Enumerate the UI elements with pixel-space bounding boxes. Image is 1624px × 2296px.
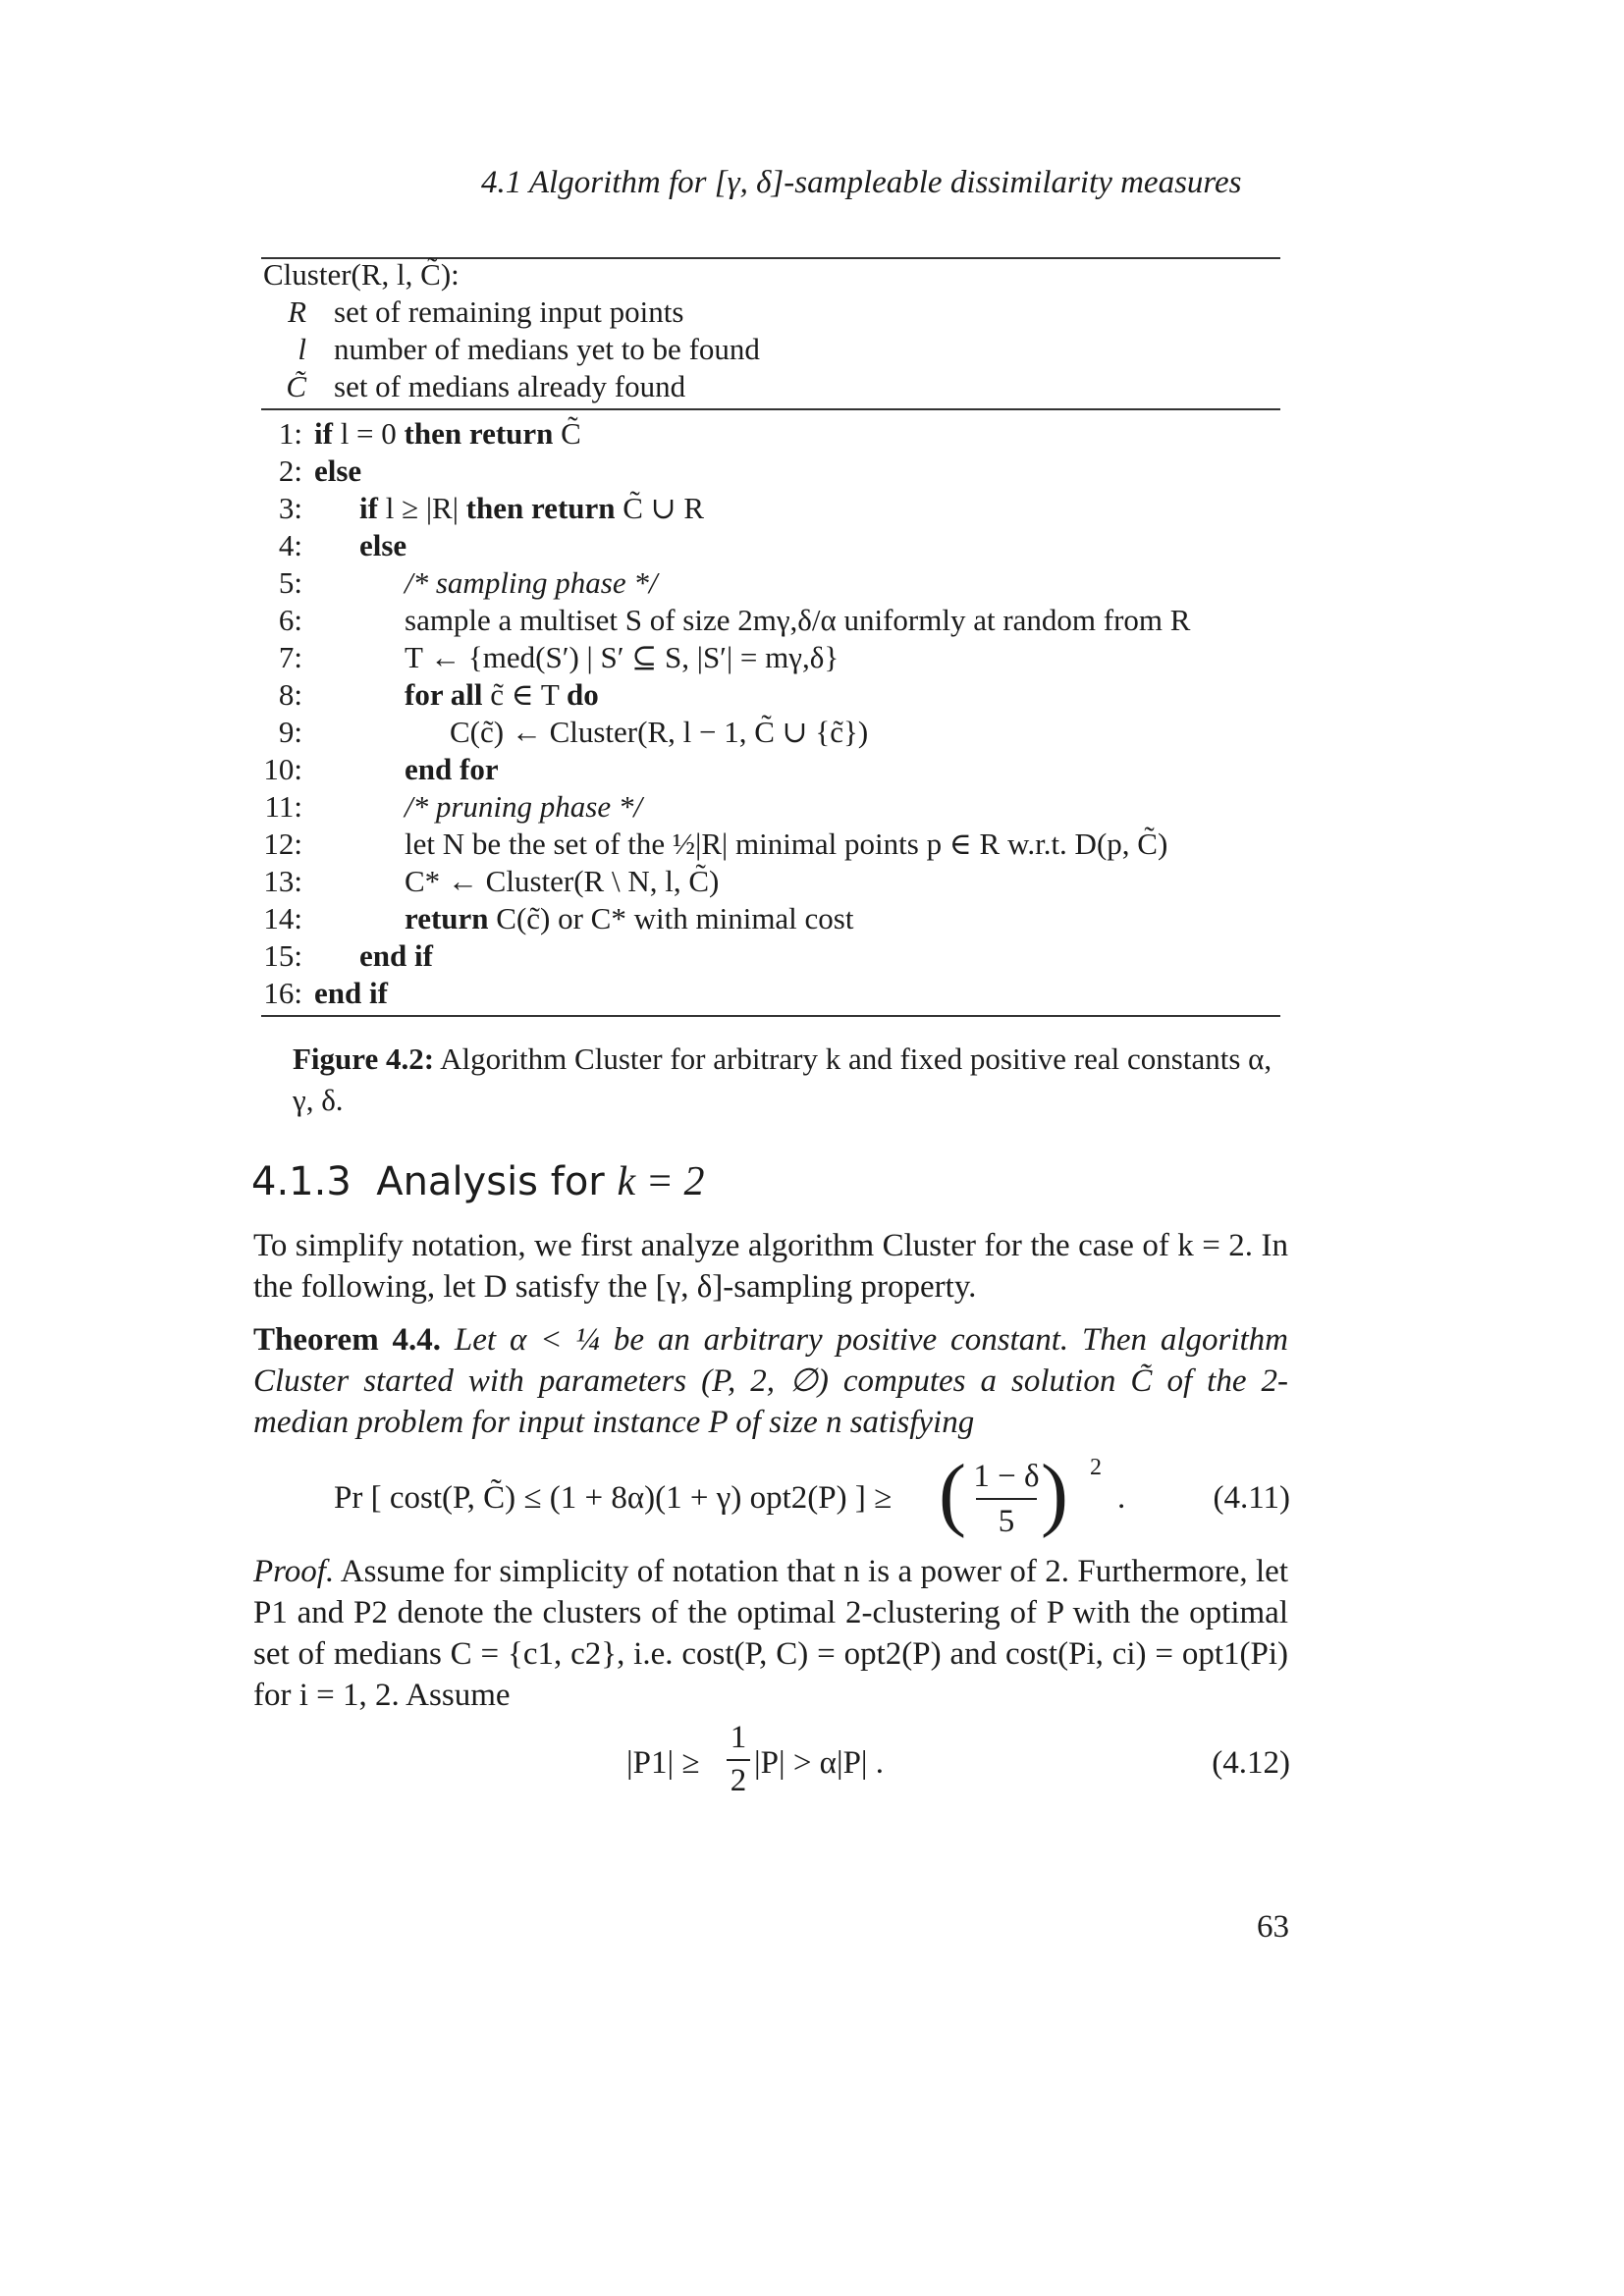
line-code: let N be the set of the ½|R| minimal points p ∈ R w.r.t. D(p, C̃) bbox=[405, 827, 1168, 861]
param-description: number of medians yet to be found bbox=[334, 332, 760, 366]
figure-label: Figure 4.2: bbox=[293, 1041, 435, 1076]
line-code: end for bbox=[405, 752, 499, 786]
line-number: 13: bbox=[263, 864, 302, 898]
paren-left: ( bbox=[939, 1448, 966, 1539]
param-description: set of remaining input points bbox=[334, 294, 684, 329]
line-code: else bbox=[359, 528, 407, 562]
line-code: T ← {med(S′) | S′ ⊆ S, |S′| = mγ,δ} bbox=[405, 640, 839, 674]
figure-caption bbox=[293, 1039, 1274, 1121]
section-heading bbox=[251, 1158, 704, 1205]
section-number: 4.1.3 bbox=[251, 1159, 352, 1204]
equation-rhs: |P| > α|P| . bbox=[754, 1745, 885, 1781]
equation-fraction bbox=[939, 1448, 1072, 1541]
param-symbol: C̃ bbox=[286, 369, 306, 403]
line-number: 16: bbox=[263, 976, 302, 1010]
equation-4-12 bbox=[626, 1745, 699, 1782]
theorem-label: Theorem 4.4. bbox=[253, 1322, 442, 1358]
figure-caption-text: Algorithm Cluster for arbitrary k and fixed positive real constants α, γ, δ. bbox=[293, 1041, 1272, 1117]
equation-exponent: 2 bbox=[1090, 1455, 1102, 1480]
proof-label: Proof. bbox=[253, 1554, 335, 1589]
line-code: sample a multiset S of size 2mγ,δ/α uniformly at random from R bbox=[405, 603, 1191, 637]
line-code: return C(c̃) or C* with minimal cost bbox=[405, 901, 854, 935]
fraction-numerator: 1 bbox=[730, 1720, 747, 1755]
line-number: 3: bbox=[278, 491, 302, 525]
algorithm-bottom-rule bbox=[261, 1015, 1280, 1017]
param-symbol: R bbox=[288, 294, 306, 329]
equation-fraction bbox=[725, 1720, 752, 1808]
param-symbol: l bbox=[298, 332, 306, 366]
line-number: 4: bbox=[278, 528, 302, 562]
algorithm-signature: Cluster(R, l, C̃): bbox=[263, 257, 460, 292]
line-number: 14: bbox=[263, 901, 302, 935]
section-title: Analysis for bbox=[376, 1159, 605, 1204]
line-comment: /* sampling phase */ bbox=[405, 565, 658, 600]
intro-paragraph: To simplify notation, we first analyze algorithm Cluster for the case of k = 2. In the following, let D satisfy the [γ, δ]-sampling property. bbox=[253, 1228, 1288, 1305]
fraction-denominator: 5 bbox=[998, 1504, 1015, 1539]
line-number: 8: bbox=[278, 677, 302, 712]
line-number: 15: bbox=[263, 938, 302, 973]
line-code: if l = 0 then return C̃ bbox=[314, 416, 581, 451]
line-code: end if bbox=[359, 938, 433, 973]
algorithm-mid-rule bbox=[261, 408, 1280, 410]
line-code: C(c̃) ← Cluster(R, l − 1, C̃ ∪ {c̃}) bbox=[450, 715, 869, 749]
line-number: 10: bbox=[263, 752, 302, 786]
equation-number: (4.11) bbox=[1213, 1480, 1290, 1516]
paren-right: ) bbox=[1041, 1448, 1068, 1539]
theorem bbox=[253, 1319, 1288, 1443]
line-number: 2: bbox=[278, 454, 302, 488]
equation-number: (4.12) bbox=[1212, 1745, 1290, 1781]
param-description: set of medians already found bbox=[334, 369, 686, 403]
line-number: 5: bbox=[278, 565, 302, 600]
equation-lhs: |P1| ≥ bbox=[626, 1745, 700, 1781]
line-code: C* ← Cluster(R \ N, l, C̃) bbox=[405, 864, 720, 898]
equation-tail: . bbox=[1117, 1480, 1126, 1516]
line-number: 1: bbox=[278, 416, 302, 451]
theorem-text: Let α < ¼ be an arbitrary positive constant. Then algorithm Cluster started with parameters (P, 2, ∅) computes a solution C̃ of the 2-median problem for input instance P of size n satisfying bbox=[253, 1322, 1289, 1440]
section-math: k = 2 bbox=[617, 1159, 705, 1204]
equation-4-11 bbox=[334, 1480, 892, 1517]
line-number: 6: bbox=[278, 603, 302, 637]
equation-lhs: Pr [ cost(P, C̃) ≤ (1 + 8α)(1 + γ) opt2(P) ] ≥ bbox=[334, 1480, 893, 1516]
fraction-bar bbox=[727, 1759, 750, 1761]
line-number: 7: bbox=[278, 640, 302, 674]
line-number: 9: bbox=[278, 715, 302, 749]
line-comment: /* pruning phase */ bbox=[405, 789, 642, 824]
running-head: 4.1 Algorithm for [γ, δ]-sampleable dissimilarity measures bbox=[481, 165, 1242, 200]
line-code: else bbox=[314, 454, 362, 488]
line-number: 12: bbox=[263, 827, 302, 861]
line-code: if l ≥ |R| then return C̃ ∪ R bbox=[359, 491, 705, 525]
fraction-denominator: 2 bbox=[730, 1763, 747, 1798]
page-number: 63 bbox=[1257, 1909, 1289, 1945]
fraction-numerator: 1 − δ bbox=[973, 1459, 1040, 1494]
proof-text: Assume for simplicity of notation that n is a power of 2. Furthermore, let P1 and P2 denote the clusters of the optimal 2-clustering of P with the optimal set of medians C = {c1, c2}, i.e. cost(P, C) = opt2(P) and cost(Pi, ci) = opt1(Pi) for i = 1, 2. Assume bbox=[253, 1554, 1288, 1713]
line-number: 11: bbox=[264, 789, 302, 824]
line-code: for all c̃ ∈ T do bbox=[405, 677, 599, 712]
fraction-bar bbox=[976, 1498, 1037, 1500]
line-code: end if bbox=[314, 976, 388, 1010]
proof bbox=[253, 1551, 1288, 1716]
